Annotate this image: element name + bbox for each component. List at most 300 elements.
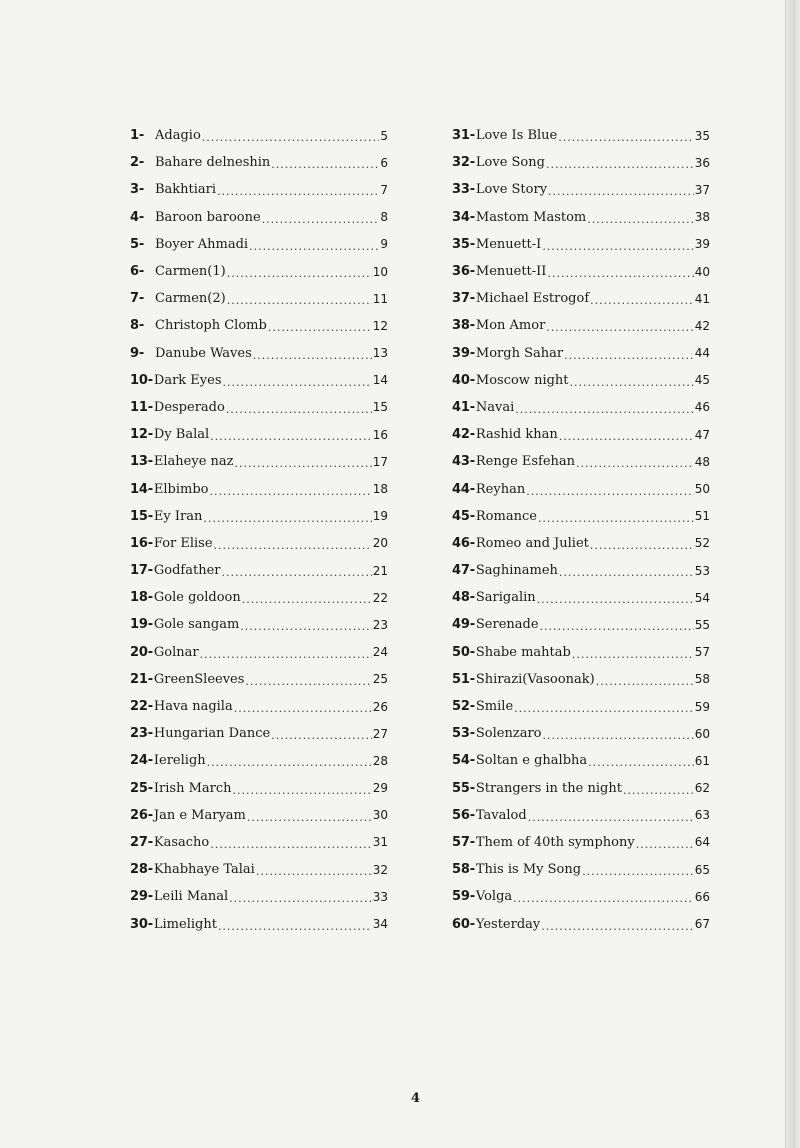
toc-entry-number: 19- bbox=[130, 617, 153, 633]
toc-entry bbox=[452, 503, 710, 530]
toc-entry-number: 41- bbox=[452, 399, 475, 415]
toc-entry-page: 46 bbox=[694, 400, 710, 415]
toc-entry-number: 16- bbox=[130, 535, 153, 551]
toc-entry-page: 58 bbox=[694, 672, 710, 687]
dot-leader bbox=[229, 892, 372, 905]
toc-entry-page: 22 bbox=[372, 590, 388, 605]
dot-leader bbox=[271, 729, 372, 742]
toc-entry bbox=[452, 122, 710, 149]
toc-entry bbox=[452, 448, 710, 475]
toc-entry bbox=[452, 176, 710, 203]
toc-entry bbox=[130, 231, 388, 258]
toc-entry-title: Iereligh bbox=[153, 753, 206, 769]
toc-entry-title: This is My Song bbox=[475, 862, 582, 878]
toc-entry-page: 37 bbox=[694, 182, 710, 197]
toc-entry bbox=[130, 421, 388, 448]
toc-entry-number: 39- bbox=[452, 345, 475, 361]
toc-entry-title: Romance bbox=[475, 508, 537, 524]
dot-leader bbox=[538, 512, 694, 525]
dot-leader bbox=[528, 811, 694, 824]
toc-entry-number: 45- bbox=[452, 508, 475, 524]
toc-entry-number: 56- bbox=[452, 807, 475, 823]
toc-entry-page: 45 bbox=[694, 373, 710, 388]
toc-entry-number: 15- bbox=[130, 508, 153, 524]
toc-entry-number: 2- bbox=[130, 155, 145, 171]
toc-entry-page: 59 bbox=[694, 699, 710, 714]
toc-entry-title: Love Is Blue bbox=[475, 128, 558, 144]
toc-entry-page: 10 bbox=[372, 264, 388, 279]
toc-entry bbox=[130, 285, 388, 312]
dot-leader bbox=[546, 321, 693, 334]
toc-entry bbox=[452, 639, 710, 666]
toc-entry-page: 18 bbox=[372, 482, 388, 497]
toc-entry-page: 8 bbox=[380, 210, 388, 225]
dot-leader bbox=[253, 349, 372, 362]
dot-leader bbox=[559, 430, 694, 443]
toc-entry bbox=[452, 530, 710, 557]
dot-leader bbox=[542, 240, 693, 253]
toc-entry bbox=[452, 584, 710, 611]
toc-entry-page: 20 bbox=[372, 536, 388, 551]
toc-entry-title: Gole sangam bbox=[153, 617, 240, 633]
toc-entry-number: 33- bbox=[452, 182, 475, 198]
toc-entry-title: Saghinameh bbox=[475, 563, 558, 579]
toc-entry-title: Love Story bbox=[475, 182, 548, 198]
toc-entry-title: Navai bbox=[475, 399, 515, 415]
toc-entry bbox=[130, 856, 388, 883]
dot-leader bbox=[247, 811, 372, 824]
toc-entry-page: 52 bbox=[694, 536, 710, 551]
dot-leader bbox=[207, 756, 372, 769]
dot-leader bbox=[271, 158, 379, 171]
toc-entry bbox=[130, 312, 388, 339]
toc-entry-page: 32 bbox=[372, 862, 388, 877]
toc-entry-number: 25- bbox=[130, 780, 153, 796]
toc-entry bbox=[130, 910, 388, 937]
toc-entry bbox=[452, 557, 710, 584]
toc-entry-number: 17- bbox=[130, 563, 153, 579]
toc-entry bbox=[130, 122, 388, 149]
toc-entry-title: Menuett-I bbox=[475, 236, 542, 252]
toc-entry-page: 21 bbox=[372, 563, 388, 578]
toc-entry-title: For Elise bbox=[153, 535, 213, 551]
toc-entry-page: 17 bbox=[372, 454, 388, 469]
toc-entry-page: 16 bbox=[372, 427, 388, 442]
toc-entry-page: 40 bbox=[694, 264, 710, 279]
toc-entry-number: 42- bbox=[452, 427, 475, 443]
toc-entry bbox=[452, 258, 710, 285]
toc-entry bbox=[130, 448, 388, 475]
dot-leader bbox=[256, 865, 372, 878]
dot-leader bbox=[223, 376, 372, 389]
toc-entry-title: Renge Esfehan bbox=[475, 454, 576, 470]
toc-entry bbox=[452, 666, 710, 693]
toc-entry-page: 31 bbox=[372, 835, 388, 850]
toc-entry-number: 51- bbox=[452, 671, 475, 687]
toc-entry-number: 5- bbox=[130, 236, 145, 252]
dot-leader bbox=[235, 457, 372, 470]
toc-entry-title: Serenade bbox=[475, 617, 539, 633]
page-edge bbox=[785, 0, 800, 1148]
toc-entry-number: 29- bbox=[130, 889, 153, 905]
toc-entry-page: 11 bbox=[372, 291, 388, 306]
toc-entry-title: Rashid khan bbox=[475, 427, 558, 443]
toc-entry bbox=[452, 312, 710, 339]
toc-entry-number: 53- bbox=[452, 726, 475, 742]
toc-entry-title: Carmen(1) bbox=[155, 264, 226, 280]
toc-entry-number: 60- bbox=[452, 916, 475, 932]
dot-leader bbox=[546, 158, 694, 171]
toc-entry-page: 42 bbox=[694, 318, 710, 333]
toc-entry-title: Gole goldoon bbox=[153, 590, 241, 606]
dot-leader bbox=[526, 485, 694, 498]
toc-entry-page: 44 bbox=[694, 346, 710, 361]
dot-leader bbox=[210, 485, 372, 498]
toc-entry-page: 61 bbox=[694, 753, 710, 768]
toc-entry bbox=[452, 720, 710, 747]
toc-entry bbox=[452, 856, 710, 883]
toc-entry-title: Yesterday bbox=[475, 916, 541, 932]
toc-entry bbox=[130, 720, 388, 747]
toc-entry bbox=[452, 910, 710, 937]
toc-entry-page: 29 bbox=[372, 781, 388, 796]
toc-entry bbox=[130, 394, 388, 421]
toc-entry bbox=[130, 503, 388, 530]
toc-entry-title: Reyhan bbox=[475, 481, 526, 497]
toc-entry-title: Christoph Clomb bbox=[155, 318, 267, 334]
toc-column-right bbox=[452, 122, 710, 938]
toc-entry-page: 26 bbox=[372, 699, 388, 714]
toc-entry bbox=[452, 775, 710, 802]
toc-entry bbox=[452, 367, 710, 394]
dot-leader bbox=[570, 376, 694, 389]
dot-leader bbox=[564, 349, 694, 362]
toc-entry-page: 38 bbox=[694, 210, 710, 225]
toc-entry-page: 64 bbox=[694, 835, 710, 850]
toc-entry bbox=[452, 693, 710, 720]
toc-entry-number: 6- bbox=[130, 264, 145, 280]
toc-entry-title: Soltan e ghalbha bbox=[475, 753, 588, 769]
toc-entry-number: 46- bbox=[452, 535, 475, 551]
toc-entry-page: 6 bbox=[380, 155, 388, 170]
toc-entry bbox=[130, 149, 388, 176]
dot-leader bbox=[222, 566, 372, 579]
toc-entry-number: 43- bbox=[452, 454, 475, 470]
toc-entry-page: 30 bbox=[372, 808, 388, 823]
dot-leader bbox=[210, 838, 371, 851]
toc-entry-title: Sarigalin bbox=[475, 590, 536, 606]
toc-entry-page: 9 bbox=[380, 237, 388, 252]
dot-leader bbox=[590, 294, 694, 307]
toc-entry bbox=[452, 394, 710, 421]
toc-entry-title: Baroon baroone bbox=[155, 209, 261, 225]
toc-entry-title: Shirazi(Vasoonak) bbox=[475, 671, 595, 687]
dot-leader bbox=[596, 675, 694, 688]
toc-entry bbox=[130, 367, 388, 394]
dot-leader bbox=[582, 865, 694, 878]
toc-entry-page: 33 bbox=[372, 889, 388, 904]
toc-entry-page: 39 bbox=[694, 237, 710, 252]
dot-leader bbox=[203, 512, 371, 525]
toc-entry bbox=[130, 802, 388, 829]
toc-entry-title: GreenSleeves bbox=[153, 671, 245, 687]
toc-entry-title: Solenzaro bbox=[475, 726, 542, 742]
dot-leader bbox=[242, 593, 372, 606]
toc-entry-title: Mastom Mastom bbox=[475, 209, 587, 225]
toc-entry-title: Adagio bbox=[155, 128, 201, 144]
toc-entry-number: 18- bbox=[130, 590, 153, 606]
dot-leader bbox=[202, 131, 380, 144]
toc-entry bbox=[452, 285, 710, 312]
dot-leader bbox=[576, 457, 694, 470]
toc-entry-number: 9- bbox=[130, 345, 145, 361]
toc-entry-number: 23- bbox=[130, 726, 153, 742]
dot-leader bbox=[572, 648, 694, 661]
dot-leader bbox=[233, 784, 372, 797]
toc-entry-page: 53 bbox=[694, 563, 710, 578]
toc-column-left bbox=[130, 122, 388, 938]
dot-leader bbox=[588, 756, 694, 769]
dot-leader bbox=[217, 185, 379, 198]
toc-entry-title: Ey Iran bbox=[153, 508, 203, 524]
toc-entry-page: 54 bbox=[694, 590, 710, 605]
toc-entry-number: 47- bbox=[452, 563, 475, 579]
toc-entry bbox=[452, 204, 710, 231]
toc-entry bbox=[130, 747, 388, 774]
dot-leader bbox=[214, 539, 372, 552]
toc-entry-title: Kasacho bbox=[153, 834, 210, 850]
toc-entry-title: Golnar bbox=[153, 644, 199, 660]
toc-entry-page: 41 bbox=[694, 291, 710, 306]
dot-leader bbox=[515, 403, 693, 416]
toc-entry-number: 37- bbox=[452, 291, 475, 307]
toc-entry-page: 67 bbox=[694, 917, 710, 932]
toc-entry bbox=[130, 340, 388, 367]
toc-entry-number: 28- bbox=[130, 862, 153, 878]
table-of-contents bbox=[130, 122, 710, 938]
dot-leader bbox=[541, 920, 693, 933]
dot-leader bbox=[245, 675, 371, 688]
toc-entry bbox=[130, 557, 388, 584]
toc-entry-title: Boyer Ahmadi bbox=[155, 236, 249, 252]
toc-entry bbox=[130, 204, 388, 231]
toc-entry-title: Elbimbo bbox=[153, 481, 209, 497]
toc-entry-number: 27- bbox=[130, 834, 153, 850]
toc-entry-title: Danube Waves bbox=[155, 345, 252, 361]
toc-entry-title: Khabhaye Talai bbox=[153, 862, 255, 878]
toc-entry-number: 12- bbox=[130, 427, 153, 443]
toc-entry-page: 60 bbox=[694, 726, 710, 741]
toc-entry bbox=[130, 584, 388, 611]
toc-entry bbox=[130, 475, 388, 502]
toc-entry-page: 15 bbox=[372, 400, 388, 415]
toc-entry-number: 20- bbox=[130, 644, 153, 660]
toc-entry bbox=[130, 666, 388, 693]
toc-entry-title: Shabe mahtab bbox=[475, 644, 571, 660]
toc-entry-title: Dy Balal bbox=[153, 427, 210, 443]
toc-entry-page: 7 bbox=[380, 182, 388, 197]
toc-entry-title: Michael Estrogof bbox=[475, 291, 590, 307]
dot-leader bbox=[227, 294, 372, 307]
toc-entry-number: 22- bbox=[130, 699, 153, 715]
toc-entry-title: Morgh Sahar bbox=[475, 345, 564, 361]
toc-entry-page: 66 bbox=[694, 889, 710, 904]
toc-entry-number: 50- bbox=[452, 644, 475, 660]
toc-entry bbox=[130, 611, 388, 638]
toc-entry bbox=[130, 775, 388, 802]
dot-leader bbox=[587, 213, 693, 226]
toc-entry-title: Menuett-II bbox=[475, 264, 547, 280]
toc-entry-title: Hava nagila bbox=[153, 699, 233, 715]
dot-leader bbox=[240, 620, 371, 633]
dot-leader bbox=[513, 892, 694, 905]
toc-entry bbox=[130, 176, 388, 203]
toc-entry-number: 13- bbox=[130, 454, 153, 470]
toc-entry bbox=[452, 747, 710, 774]
dot-leader bbox=[547, 267, 693, 280]
toc-entry bbox=[452, 340, 710, 367]
toc-entry-title: Strangers in the night bbox=[475, 780, 622, 796]
toc-entry bbox=[130, 258, 388, 285]
toc-entry-number: 58- bbox=[452, 862, 475, 878]
toc-entry-number: 48- bbox=[452, 590, 475, 606]
toc-entry-number: 38- bbox=[452, 318, 475, 334]
toc-entry bbox=[130, 883, 388, 910]
toc-entry-title: Volga bbox=[475, 889, 513, 905]
dot-leader bbox=[227, 267, 372, 280]
toc-entry-number: 11- bbox=[130, 399, 153, 415]
toc-entry-page: 57 bbox=[694, 645, 710, 660]
dot-leader bbox=[548, 185, 694, 198]
dot-leader bbox=[262, 213, 380, 226]
dot-leader bbox=[543, 729, 694, 742]
toc-entry bbox=[452, 883, 710, 910]
toc-entry-title: Carmen(2) bbox=[155, 291, 226, 307]
toc-entry-title: Bahare delneshin bbox=[155, 155, 271, 171]
toc-entry-number: 36- bbox=[452, 264, 475, 280]
toc-entry-number: 26- bbox=[130, 807, 153, 823]
toc-entry-page: 24 bbox=[372, 645, 388, 660]
dot-leader bbox=[636, 838, 694, 851]
dot-leader bbox=[514, 702, 694, 715]
toc-entry-number: 52- bbox=[452, 699, 475, 715]
toc-entry bbox=[452, 829, 710, 856]
toc-entry-number: 31- bbox=[452, 128, 475, 144]
toc-entry-number: 32- bbox=[452, 155, 475, 171]
page-number: 4 bbox=[411, 1091, 421, 1106]
toc-entry-page: 62 bbox=[694, 781, 710, 796]
toc-entry-number: 24- bbox=[130, 753, 153, 769]
toc-entry-page: 47 bbox=[694, 427, 710, 442]
toc-entry bbox=[130, 530, 388, 557]
toc-entry-number: 1- bbox=[130, 128, 145, 144]
toc-entry-number: 14- bbox=[130, 481, 153, 497]
toc-entry-title: Hungarian Dance bbox=[153, 726, 271, 742]
toc-entry-number: 59- bbox=[452, 889, 475, 905]
toc-entry-page: 27 bbox=[372, 726, 388, 741]
dot-leader bbox=[249, 240, 379, 253]
dot-leader bbox=[590, 539, 694, 552]
toc-entry-title: Godfather bbox=[153, 563, 221, 579]
dot-leader bbox=[559, 566, 694, 579]
toc-entry-number: 35- bbox=[452, 236, 475, 252]
toc-entry-page: 48 bbox=[694, 454, 710, 469]
toc-entry-page: 35 bbox=[694, 128, 710, 143]
toc-entry-title: Leili Manal bbox=[153, 889, 229, 905]
toc-entry-number: 10- bbox=[130, 372, 153, 388]
toc-entry-title: Tavalod bbox=[475, 807, 527, 823]
dot-leader bbox=[226, 403, 372, 416]
toc-entry-title: Jan e Maryam bbox=[153, 807, 246, 823]
toc-entry-title: Love Song bbox=[475, 155, 545, 171]
toc-entry-title: Irish March bbox=[153, 780, 232, 796]
toc-entry-number: 21- bbox=[130, 671, 153, 687]
dot-leader bbox=[558, 131, 693, 144]
dot-leader bbox=[623, 784, 694, 797]
toc-entry-page: 28 bbox=[372, 753, 388, 768]
toc-entry-page: 5 bbox=[380, 128, 388, 143]
toc-entry-number: 30- bbox=[130, 916, 153, 932]
toc-entry-title: Limelight bbox=[153, 916, 217, 932]
toc-entry-title: Desperado bbox=[153, 399, 225, 415]
toc-entry-page: 19 bbox=[372, 509, 388, 524]
toc-entry-number: 8- bbox=[130, 318, 145, 334]
toc-entry-number: 55- bbox=[452, 780, 475, 796]
toc-entry-title: Elaheye naz bbox=[153, 454, 234, 470]
toc-entry-title: Bakhtiari bbox=[155, 182, 217, 198]
toc-entry-title: Smile bbox=[475, 699, 514, 715]
dot-leader bbox=[210, 430, 372, 443]
toc-entry-title: Mon Amor bbox=[475, 318, 546, 334]
dot-leader bbox=[540, 620, 694, 633]
toc-entry-number: 7- bbox=[130, 291, 145, 307]
toc-entry bbox=[130, 829, 388, 856]
toc-entry-number: 3- bbox=[130, 182, 145, 198]
dot-leader bbox=[200, 648, 372, 661]
toc-entry bbox=[452, 421, 710, 448]
toc-entry bbox=[130, 639, 388, 666]
toc-entry-page: 14 bbox=[372, 373, 388, 388]
toc-entry-title: Them of 40th symphony bbox=[475, 834, 635, 850]
toc-entry-page: 36 bbox=[694, 155, 710, 170]
toc-entry-number: 57- bbox=[452, 834, 475, 850]
toc-entry bbox=[452, 149, 710, 176]
toc-entry-page: 55 bbox=[694, 617, 710, 632]
toc-entry bbox=[130, 693, 388, 720]
toc-entry bbox=[452, 802, 710, 829]
toc-entry-number: 49- bbox=[452, 617, 475, 633]
toc-entry-number: 44- bbox=[452, 481, 475, 497]
toc-entry-page: 34 bbox=[372, 917, 388, 932]
toc-entry-title: Dark Eyes bbox=[153, 372, 222, 388]
toc-entry-number: 34- bbox=[452, 209, 475, 225]
dot-leader bbox=[537, 593, 694, 606]
dot-leader bbox=[268, 321, 372, 334]
toc-entry-page: 12 bbox=[372, 318, 388, 333]
toc-entry-number: 4- bbox=[130, 209, 145, 225]
dot-leader bbox=[234, 702, 372, 715]
toc-entry-title: Romeo and Juliet bbox=[475, 535, 589, 551]
toc-entry-page: 13 bbox=[372, 346, 388, 361]
toc-entry bbox=[452, 475, 710, 502]
toc-entry-page: 65 bbox=[694, 862, 710, 877]
toc-entry-page: 23 bbox=[372, 617, 388, 632]
toc-entry bbox=[452, 231, 710, 258]
dot-leader bbox=[218, 920, 372, 933]
toc-entry-number: 54- bbox=[452, 753, 475, 769]
toc-entry-page: 25 bbox=[372, 672, 388, 687]
toc-entry-number: 40- bbox=[452, 372, 475, 388]
